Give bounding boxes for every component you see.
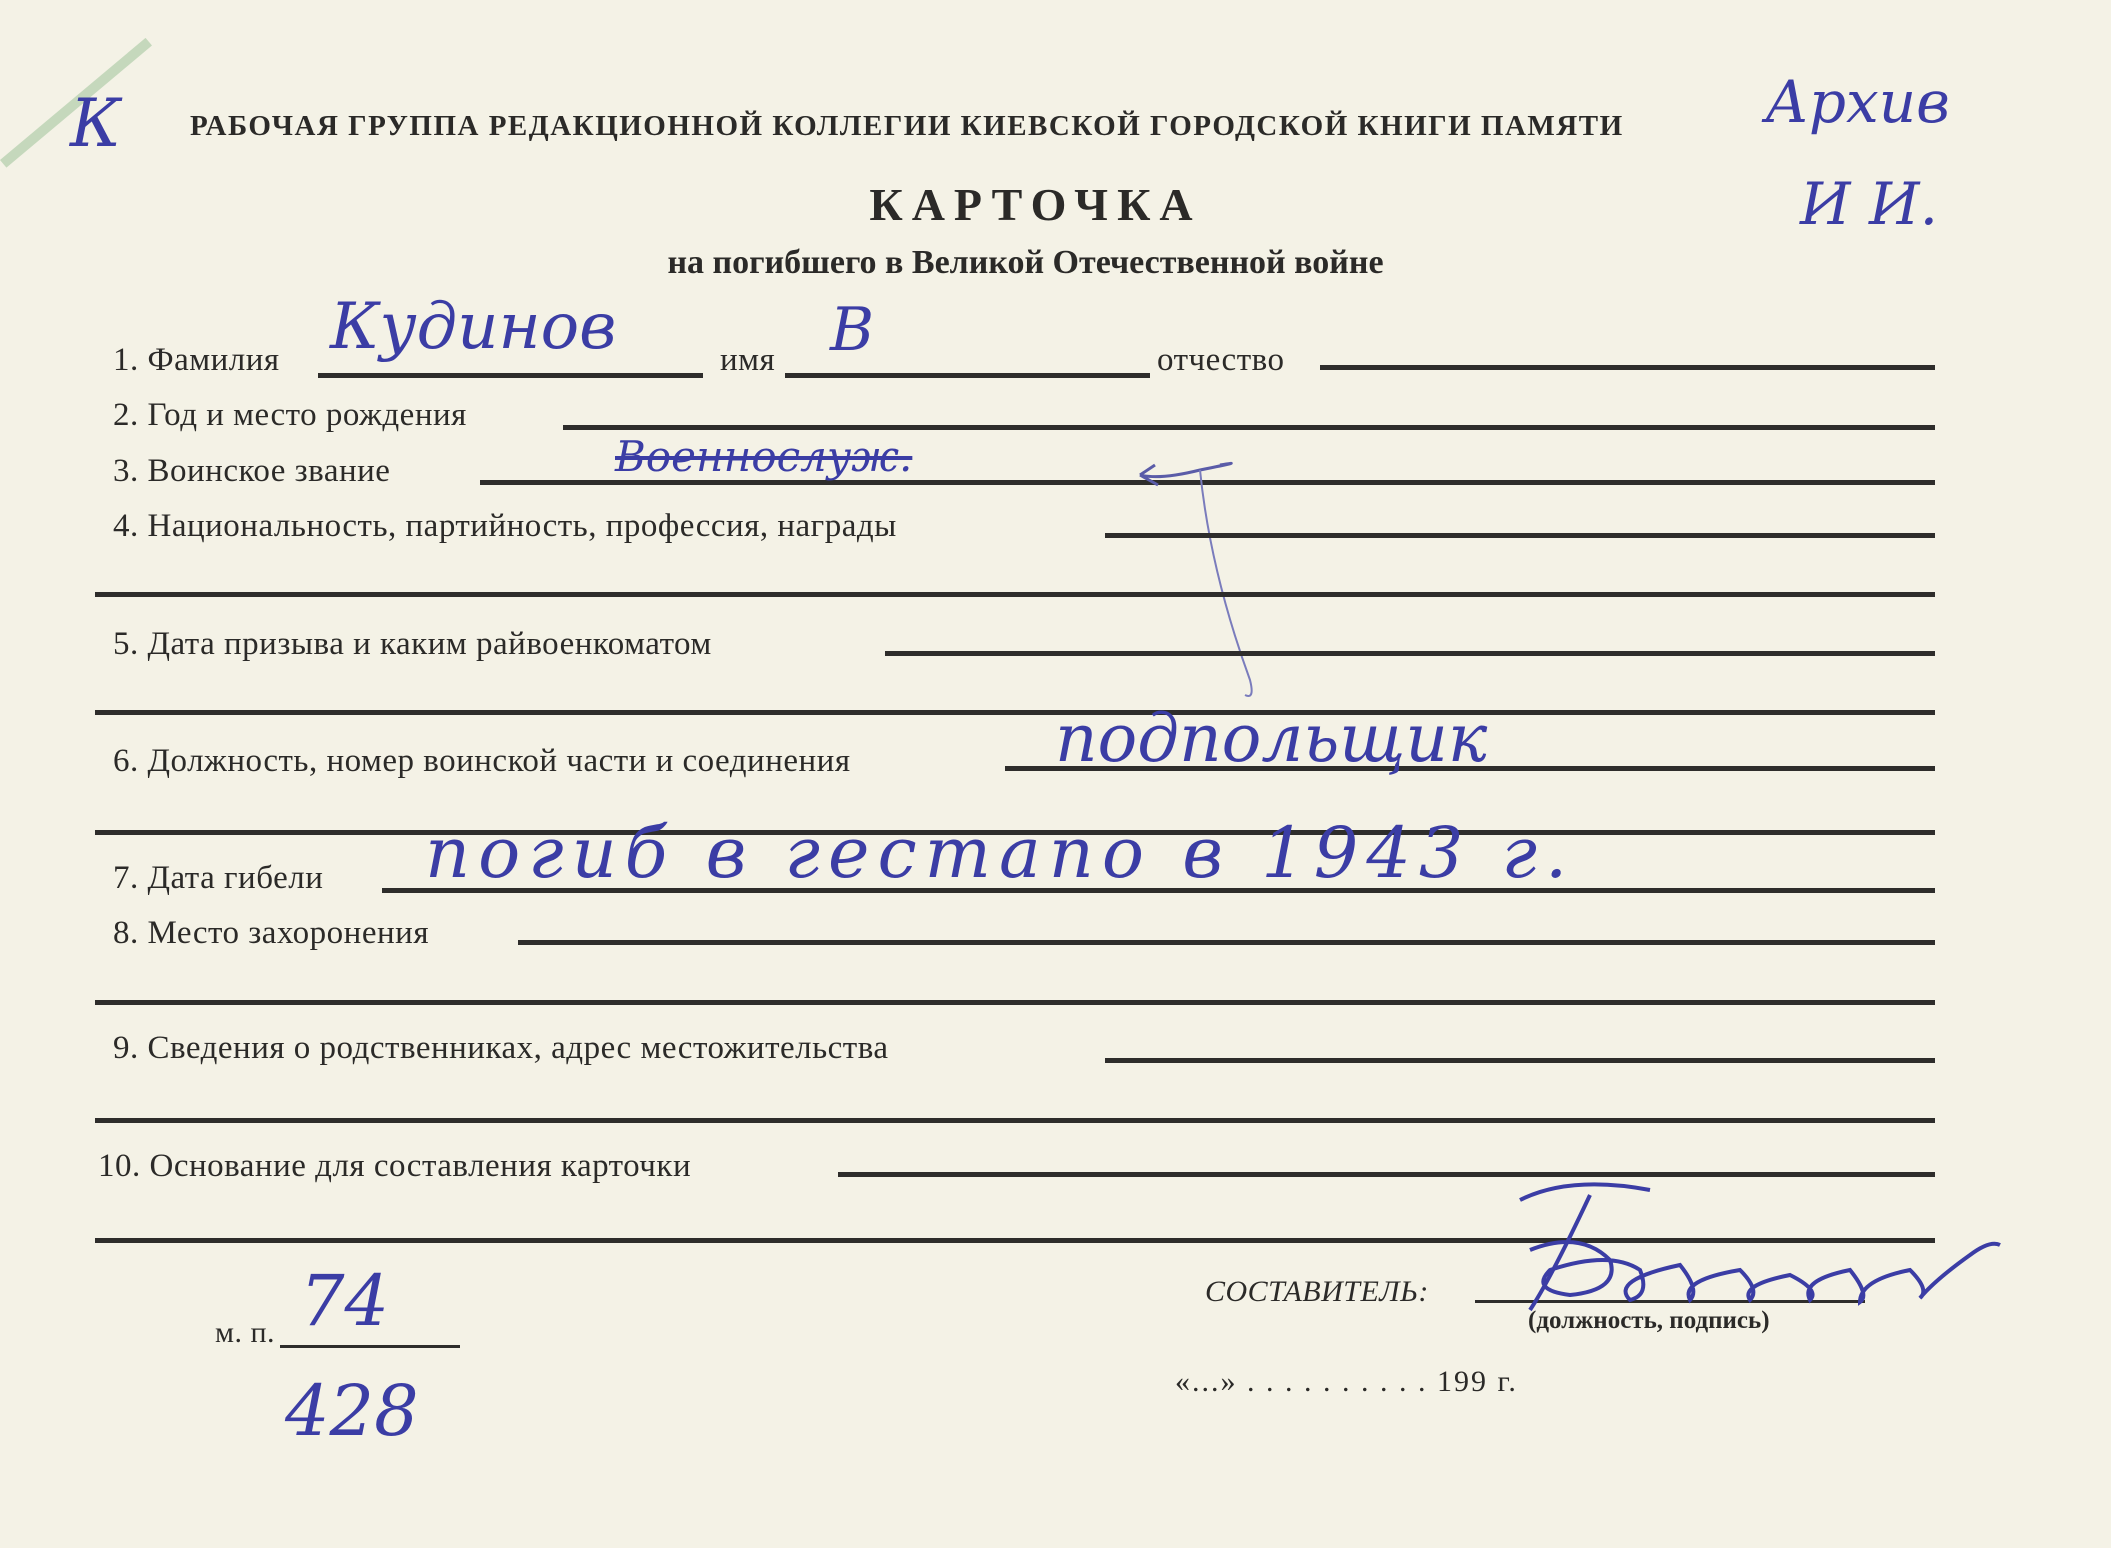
surname-line — [318, 373, 703, 378]
compiler-signature — [1490, 1170, 2020, 1340]
patronymic-line — [1320, 365, 1935, 370]
handwritten-first-name: В — [830, 295, 875, 365]
relatives-line-1 — [1105, 1058, 1935, 1063]
field-basis-label: 10. Основание для составления карточки — [98, 1148, 692, 1184]
handwritten-death-info: погиб в гестапо в 1943 г. — [425, 812, 1576, 894]
handwritten-arrow — [1080, 450, 1280, 710]
card-subtitle: на погибшего в Великой Отечественной войне — [667, 244, 1384, 281]
conscription-line-1 — [885, 651, 1935, 656]
nationality-line-2 — [95, 592, 1935, 597]
birth-line — [563, 425, 1935, 430]
mp-label: м. п. — [215, 1316, 276, 1349]
handwritten-rank-struck: Военнослуж. — [615, 432, 913, 481]
field-burial-label: 8. Место захоронения — [113, 915, 429, 951]
field-nationality-label: 4. Национальность, партийность, профессия, награды — [113, 508, 897, 544]
conscription-line-2 — [95, 710, 1935, 715]
field-relatives-label: 9. Сведения о родственниках, адрес местожительства — [113, 1030, 889, 1066]
field-birth-label: 2. Год и место рождения — [113, 397, 467, 433]
card-title: КАРТОЧКА — [869, 179, 1202, 230]
field-position-label: 6. Должность, номер воинской части и соединения — [113, 743, 851, 779]
date-line: «...» . . . . . . . . . . 199 г. — [1175, 1365, 1518, 1398]
relatives-line-2 — [95, 1118, 1935, 1123]
name-line — [785, 373, 1150, 378]
field-conscription-label: 5. Дата призыва и каким райвоенкоматом — [113, 626, 712, 662]
handwritten-archive-note-line2: И И. — [1800, 170, 1939, 238]
compiler-label: СОСТАВИТЕЛЬ: — [1205, 1275, 1429, 1308]
field-surname-label: 1. Фамилия — [113, 342, 280, 378]
mp-fraction-line — [280, 1345, 460, 1348]
burial-line-2 — [95, 1000, 1935, 1005]
handwritten-archive-note-line1: Архив — [1765, 68, 1950, 136]
burial-line-1 — [518, 940, 1935, 945]
handwritten-position: подпольщик — [1055, 700, 1488, 777]
field-death-date-label: 7. Дата гибели — [113, 860, 324, 896]
field-rank-label: 3. Воинское звание — [113, 453, 391, 489]
field-name-label: имя — [720, 342, 776, 378]
nationality-line-1 — [1105, 533, 1935, 538]
handwritten-surname: Кудинов — [330, 290, 617, 364]
handwritten-mp-top: 74 — [300, 1260, 390, 1342]
compiler-caption: (должность, подпись) — [1528, 1307, 1770, 1334]
handwritten-corner-mark: К — [70, 85, 122, 162]
card-header: РАБОЧАЯ ГРУППА РЕДАКЦИОННОЙ КОЛЛЕГИИ КИЕВСКОЙ ГОРОДСКОЙ КНИГИ ПАМЯТИ — [190, 110, 1624, 142]
handwritten-mp-bottom: 428 — [285, 1370, 419, 1452]
field-patronymic-label: отчество — [1157, 342, 1285, 378]
